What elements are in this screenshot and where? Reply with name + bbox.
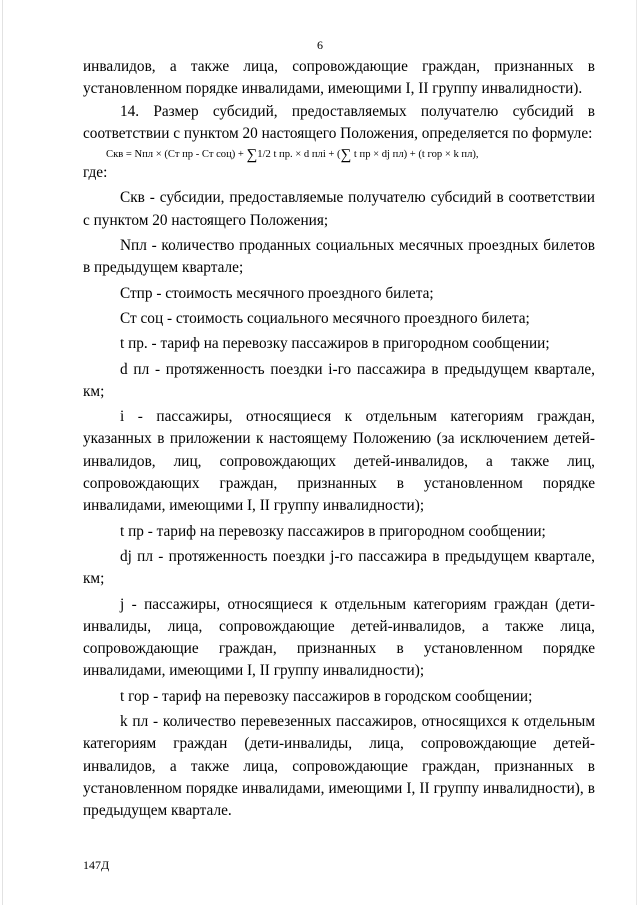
formula-part-3: t пр × dj пл) + (t гор × k пл),: [351, 149, 479, 161]
definition-st-soc: Ст соц - стоимость социального месячного проездного билета;: [120, 309, 530, 327]
definition-t-gor: t гор - тариф на перевозку пассажиров в городском сообщении;: [120, 687, 533, 705]
definition-npl: Nпл - количество проданных социальных месячных проездных билетов в предыдущем квартале;: [83, 237, 595, 277]
page-number: 6: [317, 38, 323, 52]
definition-stpr: Стпр - стоимость месячного проездного билета;: [120, 284, 434, 302]
document-body: [83, 56, 595, 823]
formula-part-1: Скв = Nпл × (Ст пр - Ст соц) +: [106, 149, 247, 161]
definition-k-pl: k пл - количество перевезенных пассажиров, относящихся к отдельным категориям граждан (дети-инвалиды, лица, сопровождающие детей-инвалидов, а также лица, сопровождающие граждан, признанных в установленном порядке инвалидами, имеющими I, II группу инвалидности), в предыдущем квартале.: [83, 713, 595, 820]
paragraph-14: 14. Размер субсидий, предоставляемых получателю субсидий в соответствии с пунктом 20 настоящего Положения, определяется по формуле:: [83, 102, 595, 142]
definition-t-pr-dot: t пр. - тариф на перевозку пассажиров в пригородном сообщении;: [120, 335, 550, 353]
definition-t-pr: t пр - тариф на перевозку пассажиров в пригородном сообщении;: [120, 522, 546, 540]
sum-symbol-icon: ∑: [246, 147, 258, 164]
where-label: где:: [83, 164, 108, 182]
scan-edge-right: [636, 0, 637, 905]
sum-symbol-icon: ∑: [340, 147, 352, 164]
paragraph-continuation: инвалидов, а также лица, сопровождающие граждан, признанных в установленном порядке инвалидами, имеющими I, II группу инвалидности).: [83, 58, 595, 98]
subsidy-formula: [106, 148, 595, 162]
definition-skv: Скв - субсидии, предоставляемые получателю субсидий в соответствии с пунктом 20 настоящего Положения;: [83, 189, 595, 229]
footer-code: 147Д: [83, 858, 110, 872]
definition-dj-pl: dj пл - протяженность поездки j-го пассажира в предыдущем квартале, км;: [83, 547, 595, 588]
definition-i: i - пассажиры, относящиеся к отдельным категориям граждан, указанных в приложении к настоящему Положению (за исключением детей-инвалидов, лиц, сопровождающих детей-инвалидов, а также лиц, сопровождающих граждан, признанных в установленном порядке инвалидами, имеющими I, II группу инвалидности);: [83, 408, 595, 515]
definition-j: j - пассажиры, относящиеся к отдельным категориям граждан (дети-инвалиды, лица, сопровождающие детей-инвалидов, а также лица, сопровождающие граждан, признанных в установленном порядке инвалидами, имеющими I, II группу инвалидности);: [83, 595, 595, 680]
scan-edge-left: [2, 0, 3, 905]
formula-part-2: 1/2 t пр. × d плi + (: [257, 149, 341, 161]
definition-d-pl: d пл - протяженность поездки i-го пассажира в предыдущем квартале, км;: [83, 360, 595, 400]
